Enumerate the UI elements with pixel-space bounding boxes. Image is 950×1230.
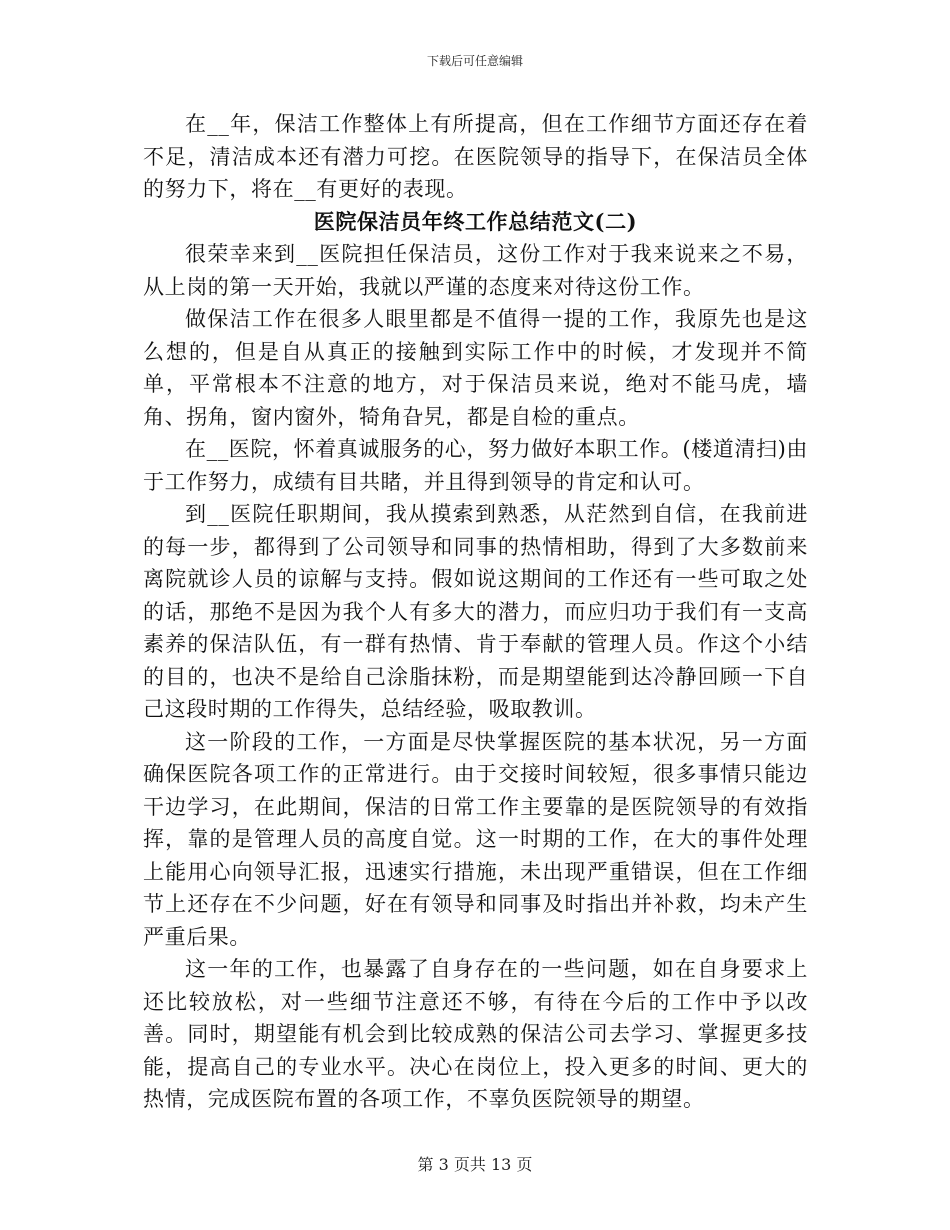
paragraph-5: 这一阶段的工作，一方面是尽快掌握医院的基本状况，另一方面确保医院各项工作的正常进行。由于交接时间较短，很多事情只能边干边学习，在此期间，保洁的日常工作主要靠的是医院领导的有效指挥，靠的是管理人员的高度自觉。这一时期的工作，在大的事件处理上能用心向领导汇报，迅速实行措施，未出现严重错误，但在工作细节上还存在不少问题，好在有领导和同事及时指出并补救，均未产生严重后果。: [143, 729, 808, 949]
paragraph-4: 到__医院任职期间，我从摸索到熟悉，从茫然到自信，在我前进的每一步，都得到了公司领导和同事的热情相助，得到了大多数前来离院就诊人员的谅解与支持。假如说这期间的工作还有一些可取之处的话，那绝不是因为我个人有多大的潜力，而应归功于我们有一支高素养的保洁队伍，有一群有热情、肯于奉献的管理人员。作这个小结的目的，也决不是给自己涂脂抹粉，而是期望能到达冷静回顾一下自己这段时期的工作得失，总结经验，吸取教训。: [143, 502, 808, 721]
paragraph-2: 做保洁工作在很多人眼里都是不值得一提的工作，我原先也是这么想的，但是自从真正的接触到实际工作中的时候，才发现并不简单，平常根本不注意的地方，对于保洁员来说，绝对不能马虎，墙角、拐角，窗内窗外，犄角旮旯，都是自检的重点。: [143, 307, 808, 429]
document-body: [143, 108, 808, 1116]
paragraph-1: 很荣幸来到__医院担任保洁员，这份工作对于我来说来之不易，从上岗的第一天开始，我就以严谨的态度来对待这份工作。: [143, 242, 808, 299]
paragraph-6: 这一年的工作，也暴露了自身存在的一些问题，如在自身要求上还比较放松，对一些细节注意还不够，有待在今后的工作中予以改善。同时，期望能有机会到比较成熟的保洁公司去学习、掌握更多技能，提高自己的专业水平。决心在岗位上，投入更多的时间、更大的热情，完成医院布置的各项工作，不辜负医院领导的期望。: [143, 957, 808, 1111]
page-header-note: 下载后可任意编辑: [426, 54, 523, 68]
paragraph-3: 在__医院，怀着真诚服务的心，努力做好本职工作。(楼道清扫)由于工作努力，成绩有目共睹，并且得到领导的肯定和认可。: [143, 437, 808, 494]
paragraph-intro: 在__年，保洁工作整体上有所提高，但在工作细节方面还存在着不足，清洁成本还有潜力可挖。在医院领导的指导下，在保洁员全体的努力下，将在__有更好的表现。: [143, 112, 808, 201]
page-number-footer: 第 3 页共 13 页: [417, 1155, 533, 1174]
section-title: 医院保洁员年终工作总结范文(二): [313, 208, 638, 234]
